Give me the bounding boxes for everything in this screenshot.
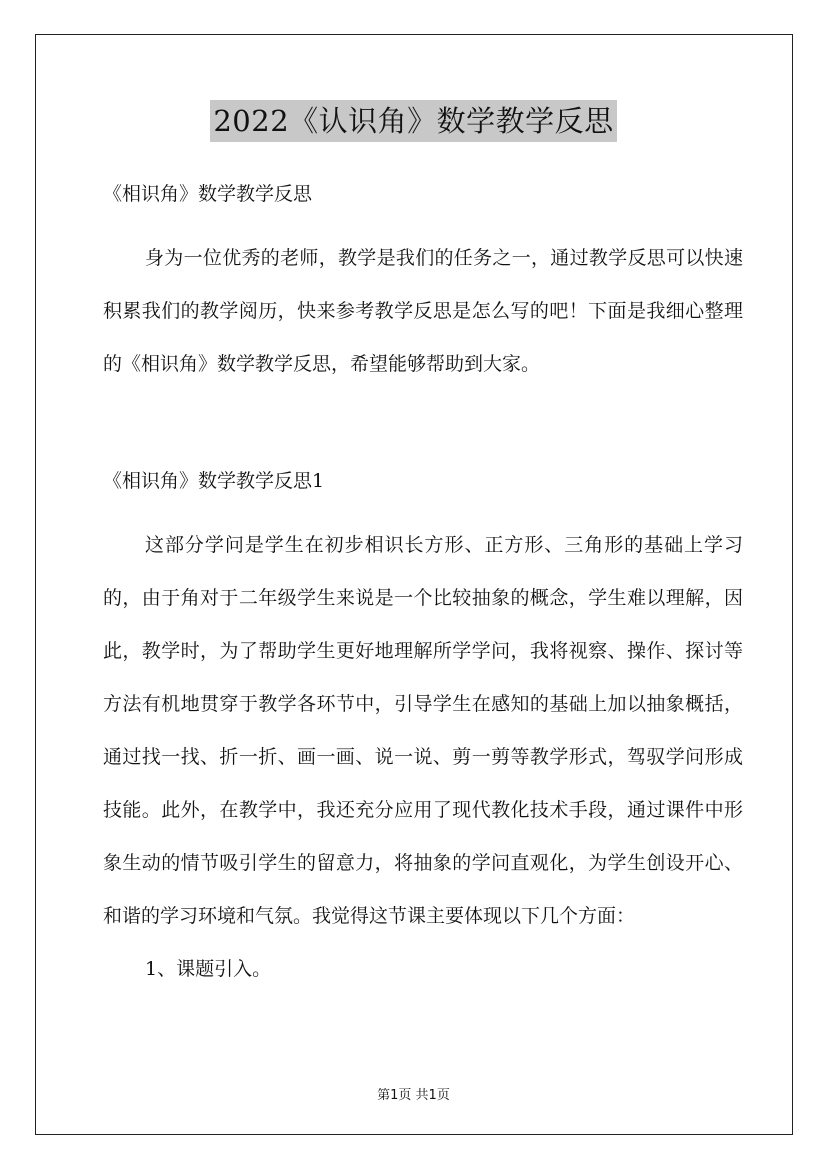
document-body — [103, 176, 743, 996]
section-paragraph: 这部分学问是学生在初步相识长方形、正方形、三角形的基础上学习的，由于角对于二年级学生来说是一个比较抽象的概念，学生难以理解，因此，教学时，为了帮助学生更好地理解所学学问，我将视察、操作、探讨等方法有机地贯穿于教学各环节中，引导学生在感知的基础上加以抽象概括，通过找一找、折一折、画一画、说一说、剪一剪等教学形式，驾驭学问形成技能。此外，在教学中，我还充分应用了现代教化技术手段，通过课件中形象生动的情节吸引学生的留意力，将抽象的学问直观化，为学生创设开心、和谐的学习环境和气氛。我觉得这节课主要体现以下几个方面： — [103, 534, 743, 927]
title-area — [0, 100, 827, 142]
document-subtitle: 《相识角》数学教学反思 — [103, 183, 313, 205]
spacer — [103, 499, 743, 519]
spacer — [103, 212, 743, 232]
spacer — [103, 391, 743, 463]
document-title: 2022《认识角》数学教学反思 — [210, 100, 616, 142]
list-item: 1、课题引入。 — [145, 958, 272, 980]
page-footer: 第1页 共1页 — [377, 1088, 450, 1103]
intro-paragraph: 身为一位优秀的老师，教学是我们的任务之一，通过教学反思可以快速积累我们的教学阅历，快来参考教学反思是怎么写的吧！下面是我细心整理的《相识角》数学教学反思，希望能够帮助到大家。 — [103, 247, 743, 375]
section-heading: 《相识角》数学教学反思1 — [103, 470, 325, 492]
